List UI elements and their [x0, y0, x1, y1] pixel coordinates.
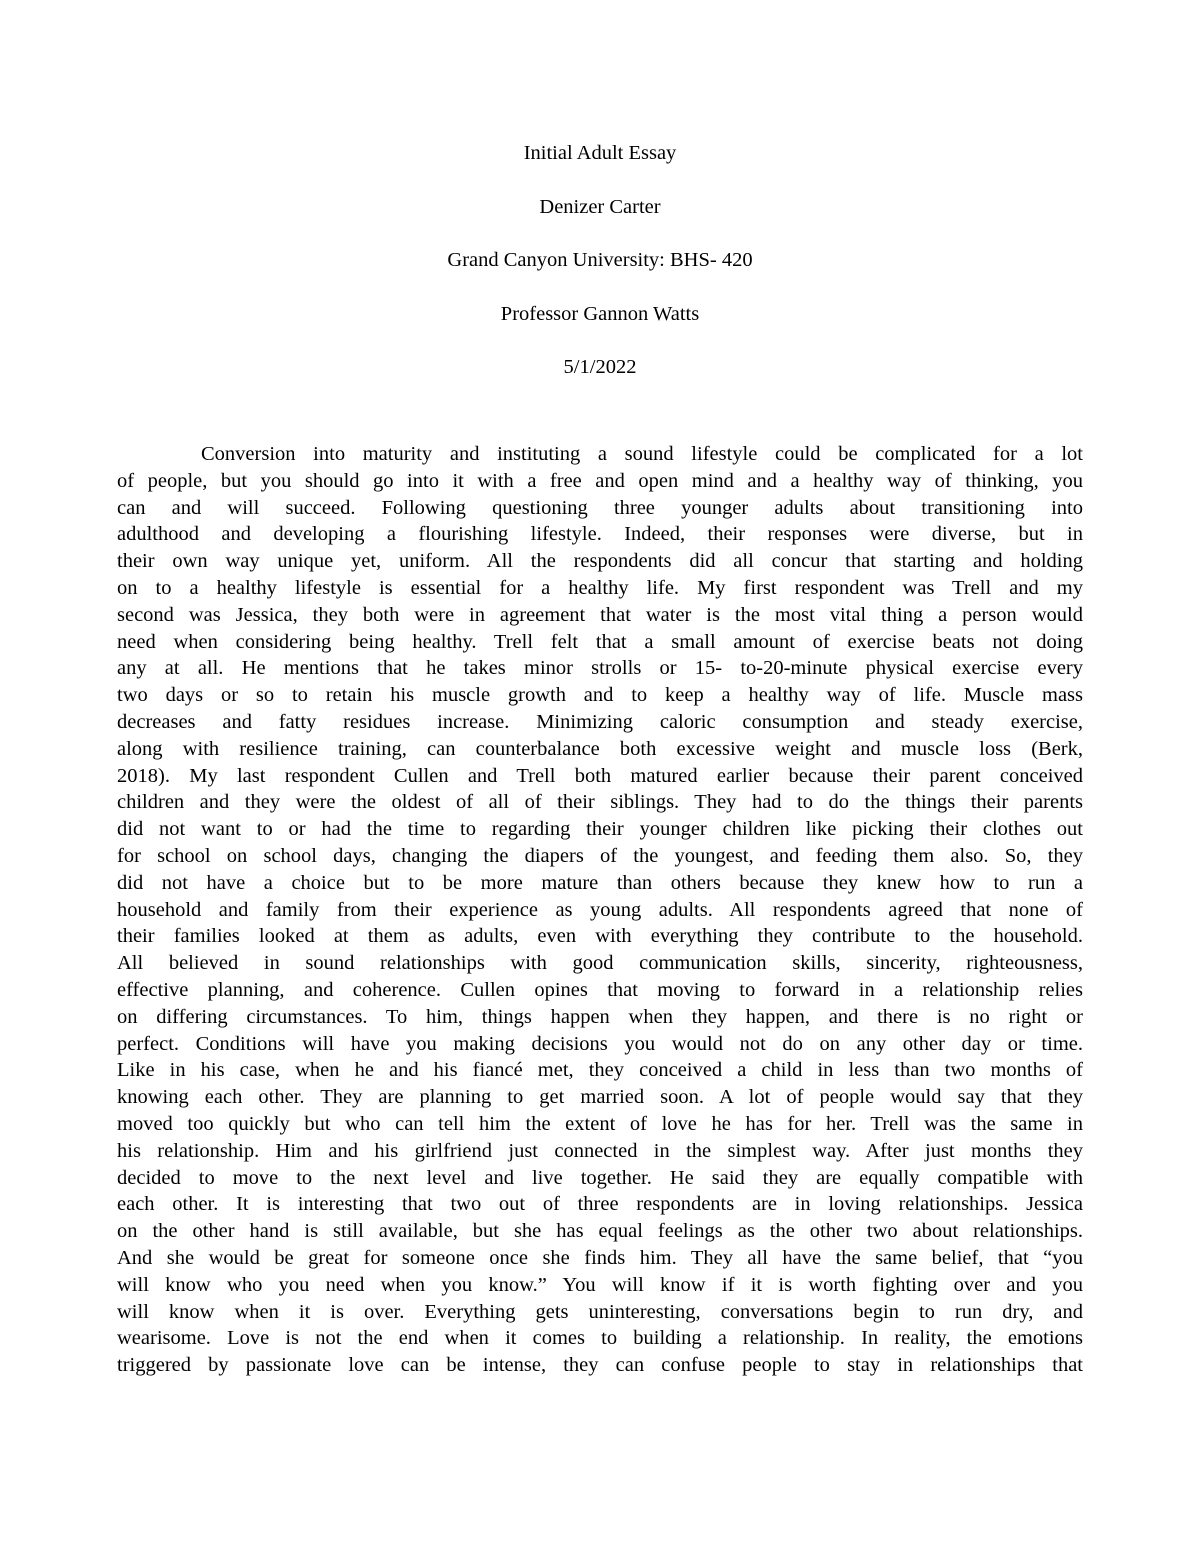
- paragraph-line: did not have a choice but to be more mature than others because they knew how to run a: [117, 871, 1083, 894]
- paragraph-line: wearisome. Love is not the end when it comes to building a relationship. In reality, the emotions: [117, 1327, 1083, 1350]
- paragraph-line: decreases and fatty residues increase. Minimizing caloric consumption and steady exercise,: [117, 710, 1083, 733]
- paragraph-line: 2018). My last respondent Cullen and Trell both matured earlier because their parent conceived: [117, 764, 1083, 787]
- paragraph-line: need when considering being healthy. Trell felt that a small amount of exercise beats not doing: [117, 630, 1083, 653]
- professor-name: Professor Gannon Watts: [500, 302, 700, 325]
- paragraph-line: for school on school days, changing the diapers of the youngest, and feeding them also. So, they: [117, 844, 1083, 867]
- essay-title: Initial Adult Essay: [523, 142, 677, 164]
- paragraph-line: second was Jessica, they both were in agreement that water is the most vital thing a person would: [117, 603, 1083, 626]
- paragraph-line: children and they were the oldest of all of their siblings. They had to do the things their parents: [117, 791, 1083, 814]
- paragraph-line: each other. It is interesting that two out of three respondents are in loving relationships. Jessica: [117, 1193, 1083, 1216]
- paragraph-line: household and family from their experience as young adults. All respondents agreed that none of: [117, 898, 1083, 921]
- paragraph-line: two days or so to retain his muscle growth and to keep a healthy way of life. Muscle mass: [117, 684, 1083, 707]
- essay-body-paragraph: [117, 441, 1083, 1379]
- institution-course: Grand Canyon University: BHS- 420: [447, 249, 753, 271]
- paragraph-line: Conversion into maturity and instituting a sound lifestyle could be complicated for a lot: [201, 443, 1083, 465]
- paragraph-line: effective planning, and coherence. Cullen opines that moving to forward in a relationship relies: [117, 978, 1083, 1001]
- paragraph-line: of people, but you should go into it with a free and open mind and a healthy way of thinking, you: [117, 469, 1083, 492]
- paragraph-line: did not want to or had the time to regarding their younger children like picking their clothes out: [117, 818, 1083, 841]
- paragraph-line: any at all. He mentions that he takes minor strolls or 15- to-20-minute physical exercise every: [117, 657, 1083, 680]
- paragraph-line: his relationship. Him and his girlfriend just connected in the simplest way. After just months they: [117, 1139, 1083, 1162]
- author-name: Denizer Carter: [539, 195, 661, 218]
- paragraph-line: will know who you need when you know.” You will know if it is worth fighting over and you: [117, 1273, 1083, 1296]
- paragraph-line: adulthood and developing a flourishing lifestyle. Indeed, their responses were diverse, but in: [117, 523, 1083, 546]
- paragraph-line: can and will succeed. Following questioning three younger adults about transitioning into: [117, 496, 1083, 519]
- paragraph-line: All believed in sound relationships with good communication skills, sincerity, righteousness,: [117, 952, 1083, 975]
- paragraph-line: perfect. Conditions will have you making decisions you would not do on any other day or time.: [117, 1032, 1083, 1055]
- paragraph-line: on the other hand is still available, but she has equal feelings as the other two about relationships.: [117, 1220, 1083, 1243]
- paragraph-line: triggered by passionate love can be intense, they can confuse people to stay in relationships that: [117, 1354, 1083, 1377]
- paragraph-line: And she would be great for someone once she finds him. They all have the same belief, that “you: [117, 1246, 1083, 1269]
- paragraph-line: their families looked at them as adults, even with everything they contribute to the household.: [117, 925, 1083, 948]
- paragraph-line: on to a healthy lifestyle is essential for a healthy life. My first respondent was Trell and my: [117, 576, 1083, 599]
- paragraph-line: their own way unique yet, uniform. All the respondents did all concur that starting and holding: [117, 550, 1083, 573]
- paragraph-line: moved too quickly but who can tell him the extent of love he has for her. Trell was the same in: [117, 1112, 1083, 1135]
- paragraph-line: along with resilience training, can counterbalance both excessive weight and muscle loss (Berk,: [117, 737, 1083, 760]
- essay-date: 5/1/2022: [563, 356, 637, 378]
- paragraph-line: decided to move to the next level and live together. He said they are equally compatible with: [117, 1166, 1083, 1189]
- paragraph-line: on differing circumstances. To him, things happen when they happen, and there is no right or: [117, 1005, 1083, 1028]
- paragraph-line: will know when it is over. Everything gets uninteresting, conversations begin to run dry, and: [117, 1300, 1083, 1323]
- paragraph-line: Like in his case, when he and his fiancé met, they conceived a child in less than two months of: [117, 1059, 1083, 1082]
- title-block: [0, 140, 1200, 408]
- paragraph-line: knowing each other. They are planning to get married soon. A lot of people would say that they: [117, 1086, 1083, 1109]
